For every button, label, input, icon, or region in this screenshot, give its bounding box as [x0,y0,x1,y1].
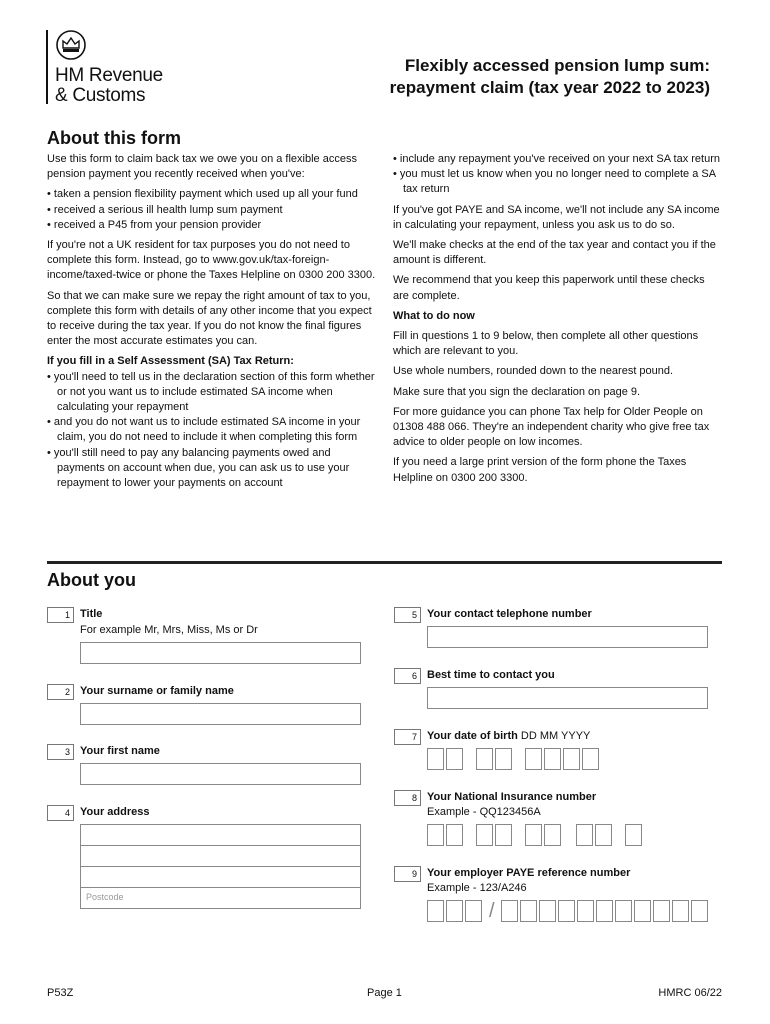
title-label: Title [80,608,103,620]
question-number-2: 2 [47,684,74,700]
question-number-1: 1 [47,607,74,623]
digit-box[interactable] [525,748,542,770]
whole-numbers-text: Use whole numbers, rounded down to the nearest pound. [393,365,674,378]
logo-bar [46,30,48,104]
digit-box[interactable] [544,824,561,846]
digit-box[interactable] [596,900,613,922]
sign-text: Make sure that you sign the declaration on page 9. [393,385,641,398]
form-version: HMRC 06/22 [658,987,722,999]
digit-box[interactable] [476,748,493,770]
digit-box[interactable] [539,900,556,922]
digit-box[interactable] [563,748,580,770]
guidance-text: For more guidance you can phone Tax help for Older People on 01308 488 066. They're an independent charity who give free tax advice to older people on low incomes. [393,405,710,449]
about-you-heading: About you [47,570,136,590]
digit-box[interactable] [544,748,561,770]
digit-box[interactable] [520,900,537,922]
large-print-text: If you need a large print version of the form phone the Taxes Helpline on 0300 200 3300. [393,456,687,484]
digit-box[interactable] [558,900,575,922]
surname-label: Your surname or family name [80,685,234,697]
what-to-do-heading: What to do now [393,309,475,322]
paye-ref-input[interactable] [427,900,709,922]
ni-number-help: Example - QQ123456A [427,806,541,818]
address-line-2-input[interactable] [80,845,361,867]
telephone-label: Your contact telephone number [427,608,592,620]
digit-box[interactable] [595,824,612,846]
ni-number-input[interactable] [427,824,647,846]
ni-number-label: Your National Insurance number [427,791,597,803]
digit-box[interactable] [446,900,463,922]
question-number-9: 9 [394,866,421,882]
paye-ref-label: Your employer PAYE reference number [427,867,631,879]
list-item: • received a serious ill health lump sum payment [47,203,377,218]
section-divider [47,561,722,564]
form-title [290,55,710,99]
contact-time-label: Best time to contact you [427,669,555,681]
dob-input[interactable] [427,748,607,770]
question-number-8: 8 [394,790,421,806]
intro-text: Use this form to claim back tax we owe you on a flexible access pension payment you recently received when you've: [47,153,357,181]
fill-text: Fill in questions 1 to 9 below, then complete all other questions which are relevant to you. [393,330,699,358]
question-number-7: 7 [394,729,421,745]
paye-ref-help: Example - 123/A246 [427,882,527,894]
keep-text: We recommend that you keep this paperwork until these checks are complete. [393,274,705,302]
telephone-input[interactable] [427,626,708,648]
non-resident-text: If you're not a UK resident for tax purposes you do not need to complete this form. Instead, go to www.gov.uk/tax-foreign-income/taxed-twice or phone the Taxes Helpline on 0300 200 3300. [47,239,376,282]
form-code: P53Z [47,987,74,999]
organisation-name [55,66,163,106]
org-line-2: & Customs [55,85,146,106]
address-line-3-input[interactable] [80,866,361,888]
digit-box[interactable] [501,900,518,922]
question-number-5: 5 [394,607,421,623]
digit-box[interactable] [427,748,444,770]
checks-text: We'll make checks at the end of the tax year and contact you if the amount is different. [393,239,716,267]
dob-label-text: Your date of birth [427,730,518,742]
digit-box[interactable] [691,900,708,922]
list-item: • you'll still need to pay any balancing payments owed and payments on account when due, you can ask us to use your repayment to lower your payments on account [47,446,377,492]
first-name-label: Your first name [80,745,160,757]
sa-list [47,370,377,492]
paye-ref-separator: / [489,900,495,922]
title-input[interactable] [80,642,361,664]
question-number-3: 3 [47,744,74,760]
list-item: • received a P45 from your pension provider [47,218,377,233]
title-line-2: repayment claim (tax year 2022 to 2023) [389,78,710,97]
org-line-1: HM Revenue [55,65,163,86]
royal-crest-icon [55,30,87,60]
dob-label [427,729,590,743]
digit-box[interactable] [525,824,542,846]
first-name-input[interactable] [80,763,361,785]
title-line-1: Flexibly accessed pension lump sum: [404,56,710,75]
question-number-6: 6 [394,668,421,684]
digit-box[interactable] [476,824,493,846]
dob-format: DD MM YYYY [520,730,591,742]
surname-input[interactable] [80,703,361,725]
digit-box[interactable] [446,824,463,846]
digit-box[interactable] [634,900,651,922]
digit-box[interactable] [615,900,632,922]
digit-box[interactable] [495,824,512,846]
page-number: Page 1 [367,987,402,999]
digit-box[interactable] [577,900,594,922]
paye-text: If you've got PAYE and SA income, we'll not include any SA income in calculating your repayment, unless you ask us to do so. [393,203,720,231]
estimate-text: So that we can make sure we repay the right amount of tax to you, complete this form with details of any other income that you expect to receive during the tax year. If you do not know the final figures enter the most accurate estimates you can. [47,289,372,348]
digit-box[interactable] [672,900,689,922]
digit-box[interactable] [582,748,599,770]
list-item: • you must let us know when you no longer need to complete a SA tax return [393,167,723,197]
list-item: • taken a pension flexibility payment which used up all your fund [47,187,377,202]
sa-continued-list [393,152,723,198]
question-number-4: 4 [47,805,74,821]
digit-box[interactable] [495,748,512,770]
postcode-input[interactable]: Postcode [80,887,361,909]
eligibility-list [47,187,377,233]
digit-box[interactable] [427,824,444,846]
about-form-left-column [47,152,377,496]
contact-time-input[interactable] [427,687,708,709]
digit-box[interactable] [625,824,642,846]
list-item: • include any repayment you've received on your next SA tax return [393,152,723,167]
address-label: Your address [80,806,150,818]
about-form-right-column [393,152,723,491]
list-item: • and you do not want us to include estimated SA income in your claim, you do not need to include it when completing this form [47,415,377,445]
digit-box[interactable] [576,824,593,846]
title-help: For example Mr, Mrs, Miss, Ms or Dr [80,624,258,636]
digit-box[interactable] [653,900,670,922]
digit-box[interactable] [427,900,444,922]
list-item: • you'll need to tell us in the declaration section of this form whether or not you want us to include estimated SA income when calculating your repayment [47,370,377,416]
digit-box[interactable] [465,900,482,922]
about-form-heading: About this form [47,128,181,148]
digit-box[interactable] [446,748,463,770]
address-line-1-input[interactable] [80,824,361,846]
sa-heading: If you fill in a Self Assessment (SA) Tax Return: [47,355,294,368]
